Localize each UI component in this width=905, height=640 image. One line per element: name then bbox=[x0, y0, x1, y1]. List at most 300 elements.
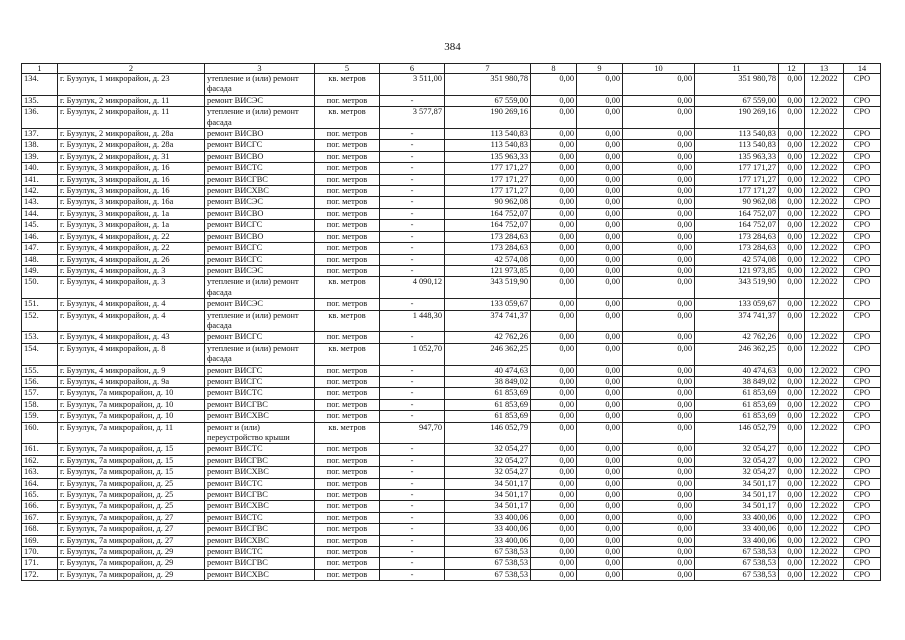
table-cell: г. Бузулук, 7а микрорайон, д. 27 bbox=[58, 524, 205, 535]
table-cell: пог. метров bbox=[315, 231, 380, 242]
table-cell: кв. метров bbox=[315, 107, 380, 129]
table-cell: пог. метров bbox=[315, 129, 380, 140]
table-cell: ремонт ВИСТС bbox=[205, 444, 315, 455]
table-cell: - bbox=[380, 444, 445, 455]
table-cell: 0,00 bbox=[779, 254, 805, 265]
table-cell: ремонт ВИСГВС bbox=[205, 455, 315, 466]
table-cell: пог. метров bbox=[315, 163, 380, 174]
table-cell: 12.2022 bbox=[805, 254, 844, 265]
table-cell: 137. bbox=[22, 129, 58, 140]
table-cell: СРО bbox=[844, 535, 881, 546]
table-cell: - bbox=[380, 376, 445, 387]
table-cell: 0,00 bbox=[577, 512, 623, 523]
table-cell: 0,00 bbox=[623, 299, 695, 310]
table-cell: 144. bbox=[22, 208, 58, 219]
table-cell: г. Бузулук, 3 микрорайон, д. 16 bbox=[58, 163, 205, 174]
table-cell: г. Бузулук, 7а микрорайон, д. 15 bbox=[58, 455, 205, 466]
column-header: 9 bbox=[577, 64, 623, 74]
table-cell: 0,00 bbox=[531, 277, 577, 299]
table-cell: 0,00 bbox=[623, 95, 695, 106]
column-header: 1 bbox=[22, 64, 58, 74]
table-cell: пог. метров bbox=[315, 174, 380, 185]
table-cell: 147. bbox=[22, 243, 58, 254]
table-cell: - bbox=[380, 535, 445, 546]
table-cell: 169. bbox=[22, 535, 58, 546]
table-cell: 166. bbox=[22, 501, 58, 512]
table-cell: 0,00 bbox=[577, 444, 623, 455]
table-cell: 0,00 bbox=[779, 558, 805, 569]
table-cell: - bbox=[380, 299, 445, 310]
table-cell: СРО bbox=[844, 467, 881, 478]
table-cell: ремонт ВИСГС bbox=[205, 332, 315, 343]
table-row bbox=[22, 399, 881, 410]
table-cell: 0,00 bbox=[577, 186, 623, 197]
table-cell: СРО bbox=[844, 277, 881, 299]
table-cell: 12.2022 bbox=[805, 299, 844, 310]
table-cell: 12.2022 bbox=[805, 411, 844, 422]
table-cell: 0,00 bbox=[531, 74, 577, 96]
table-cell: 0,00 bbox=[531, 265, 577, 276]
table-cell: ремонт ВИСГВС bbox=[205, 558, 315, 569]
table-cell: 177 171,27 bbox=[445, 163, 531, 174]
table-cell: пог. метров bbox=[315, 95, 380, 106]
table-cell: 0,00 bbox=[779, 220, 805, 231]
table-cell: 12.2022 bbox=[805, 107, 844, 129]
table-cell: 0,00 bbox=[531, 310, 577, 332]
table-cell: 61 853,69 bbox=[445, 399, 531, 410]
table-cell: 177 171,27 bbox=[445, 174, 531, 185]
column-header: 5 bbox=[315, 64, 380, 74]
table-cell: пог. метров bbox=[315, 243, 380, 254]
table-cell: 12.2022 bbox=[805, 467, 844, 478]
table-cell: 0,00 bbox=[577, 524, 623, 535]
table-row bbox=[22, 535, 881, 546]
table-cell: пог. метров bbox=[315, 490, 380, 501]
table-cell: 0,00 bbox=[779, 95, 805, 106]
table-cell: 141. bbox=[22, 174, 58, 185]
table-cell: 0,00 bbox=[577, 107, 623, 129]
table-cell: 135. bbox=[22, 95, 58, 106]
table-row bbox=[22, 129, 881, 140]
table-cell: 0,00 bbox=[531, 547, 577, 558]
table-cell: 0,00 bbox=[623, 343, 695, 365]
table-cell: 0,00 bbox=[623, 399, 695, 410]
table-cell: ремонт ВИСГВС bbox=[205, 399, 315, 410]
table-cell: 12.2022 bbox=[805, 388, 844, 399]
table-cell: 0,00 bbox=[531, 208, 577, 219]
table-cell: 0,00 bbox=[779, 524, 805, 535]
table-cell: г. Бузулук, 4 микрорайон, д. 8 bbox=[58, 343, 205, 365]
table-row bbox=[22, 197, 881, 208]
table-cell: 0,00 bbox=[623, 243, 695, 254]
table-cell: СРО bbox=[844, 547, 881, 558]
table-cell: 12.2022 bbox=[805, 365, 844, 376]
table-row bbox=[22, 569, 881, 580]
table-cell: 157. bbox=[22, 388, 58, 399]
table-cell: 172. bbox=[22, 569, 58, 580]
table-row bbox=[22, 186, 881, 197]
table-cell: СРО bbox=[844, 265, 881, 276]
table-cell: 173 284,63 bbox=[445, 243, 531, 254]
table-cell: 0,00 bbox=[779, 151, 805, 162]
table-cell: ремонт ВИСГС bbox=[205, 220, 315, 231]
table-cell: пог. метров bbox=[315, 455, 380, 466]
table-cell: СРО bbox=[844, 444, 881, 455]
table-row bbox=[22, 467, 881, 478]
table-cell: 0,00 bbox=[623, 490, 695, 501]
table-cell: 0,00 bbox=[623, 569, 695, 580]
table-cell: 67 538,53 bbox=[445, 558, 531, 569]
table-cell: кв. метров bbox=[315, 74, 380, 96]
table-cell: ремонт ВИСГС bbox=[205, 376, 315, 387]
table-cell: СРО bbox=[844, 208, 881, 219]
table-cell: СРО bbox=[844, 220, 881, 231]
table-cell: 12.2022 bbox=[805, 455, 844, 466]
table-cell: г. Бузулук, 7а микрорайон, д. 27 bbox=[58, 535, 205, 546]
table-cell: 133 059,67 bbox=[445, 299, 531, 310]
table-cell: 149. bbox=[22, 265, 58, 276]
table-cell: 12.2022 bbox=[805, 569, 844, 580]
table-cell: СРО bbox=[844, 140, 881, 151]
table-cell: пог. метров bbox=[315, 569, 380, 580]
table-cell: 152. bbox=[22, 310, 58, 332]
table-cell: 0,00 bbox=[531, 501, 577, 512]
table-cell: СРО bbox=[844, 388, 881, 399]
table-cell: 0,00 bbox=[531, 163, 577, 174]
table-cell: 0,00 bbox=[779, 174, 805, 185]
table-cell: 0,00 bbox=[577, 174, 623, 185]
table-cell: 0,00 bbox=[779, 163, 805, 174]
table-cell: - bbox=[380, 399, 445, 410]
table-cell: г. Бузулук, 7а микрорайон, д. 15 bbox=[58, 467, 205, 478]
table-cell: 164 752,07 bbox=[695, 220, 779, 231]
table-cell: 0,00 bbox=[779, 388, 805, 399]
table-row bbox=[22, 163, 881, 174]
table-cell: 0,00 bbox=[623, 197, 695, 208]
table-cell: - bbox=[380, 231, 445, 242]
table-row bbox=[22, 490, 881, 501]
table-cell: 0,00 bbox=[623, 535, 695, 546]
table-cell: 12.2022 bbox=[805, 376, 844, 387]
table-cell: СРО bbox=[844, 310, 881, 332]
table-cell: 0,00 bbox=[779, 310, 805, 332]
header-row bbox=[22, 64, 881, 74]
table-cell: 164. bbox=[22, 478, 58, 489]
table-cell: 168. bbox=[22, 524, 58, 535]
table-cell: 0,00 bbox=[623, 422, 695, 444]
table-cell: 0,00 bbox=[577, 558, 623, 569]
table-cell: 0,00 bbox=[577, 399, 623, 410]
table-cell: СРО bbox=[844, 332, 881, 343]
table-cell: 3 511,00 bbox=[380, 74, 445, 96]
table-cell: 177 171,27 bbox=[695, 186, 779, 197]
table-cell: 12.2022 bbox=[805, 558, 844, 569]
table-cell: г. Бузулук, 2 микрорайон, д. 11 bbox=[58, 107, 205, 129]
table-cell: 0,00 bbox=[779, 107, 805, 129]
table-row bbox=[22, 558, 881, 569]
table-cell: 12.2022 bbox=[805, 422, 844, 444]
table-cell: 42 762,26 bbox=[445, 332, 531, 343]
table-cell: ремонт ВИСВО bbox=[205, 129, 315, 140]
table-cell: 0,00 bbox=[577, 140, 623, 151]
table-cell: 12.2022 bbox=[805, 501, 844, 512]
table-cell: 0,00 bbox=[779, 231, 805, 242]
table-cell: ремонт ВИСЭС bbox=[205, 299, 315, 310]
table-cell: пог. метров bbox=[315, 512, 380, 523]
table-cell: 34 501,17 bbox=[445, 501, 531, 512]
table-cell: ремонт ВИСГВС bbox=[205, 490, 315, 501]
table-cell: - bbox=[380, 265, 445, 276]
table-cell: 33 400,06 bbox=[445, 535, 531, 546]
table-cell: г. Бузулук, 2 микрорайон, д. 28а bbox=[58, 129, 205, 140]
table-cell: 12.2022 bbox=[805, 95, 844, 106]
table-row bbox=[22, 376, 881, 387]
table-cell: 374 741,37 bbox=[445, 310, 531, 332]
table-cell: 0,00 bbox=[779, 569, 805, 580]
table-cell: г. Бузулук, 7а микрорайон, д. 29 bbox=[58, 569, 205, 580]
table-cell: - bbox=[380, 455, 445, 466]
table-cell: 38 849,02 bbox=[695, 376, 779, 387]
table-row bbox=[22, 265, 881, 276]
table-cell: 158. bbox=[22, 399, 58, 410]
table-cell: г. Бузулук, 4 микрорайон, д. 9 bbox=[58, 365, 205, 376]
table-cell: 1 052,70 bbox=[380, 343, 445, 365]
column-header: 12 bbox=[779, 64, 805, 74]
table-cell: пог. метров bbox=[315, 376, 380, 387]
table-cell: 0,00 bbox=[623, 501, 695, 512]
table-cell: 0,00 bbox=[531, 95, 577, 106]
table-cell: 0,00 bbox=[779, 129, 805, 140]
table-cell: кв. метров bbox=[315, 310, 380, 332]
table-cell: 164 752,07 bbox=[695, 208, 779, 219]
table-cell: 32 054,27 bbox=[445, 467, 531, 478]
table-cell: СРО bbox=[844, 376, 881, 387]
table-cell: 0,00 bbox=[779, 265, 805, 276]
table-cell: 0,00 bbox=[779, 243, 805, 254]
table-cell: 0,00 bbox=[531, 524, 577, 535]
table-cell: 0,00 bbox=[577, 74, 623, 96]
table-row bbox=[22, 444, 881, 455]
table-cell: - bbox=[380, 197, 445, 208]
table-cell: г. Бузулук, 4 микрорайон, д. 26 bbox=[58, 254, 205, 265]
table-cell: г. Бузулук, 7а микрорайон, д. 25 bbox=[58, 490, 205, 501]
table-cell: 67 538,53 bbox=[695, 569, 779, 580]
table-cell: ремонт ВИСЭС bbox=[205, 95, 315, 106]
table-cell: СРО bbox=[844, 422, 881, 444]
table-cell: 0,00 bbox=[623, 74, 695, 96]
table-cell: 12.2022 bbox=[805, 547, 844, 558]
table-cell: 0,00 bbox=[779, 332, 805, 343]
table-cell: - bbox=[380, 558, 445, 569]
table-cell: г. Бузулук, 2 микрорайон, д. 31 bbox=[58, 151, 205, 162]
table-cell: 12.2022 bbox=[805, 208, 844, 219]
table-cell: 42 762,26 bbox=[695, 332, 779, 343]
table-cell: 0,00 bbox=[531, 231, 577, 242]
table-cell: 67 559,00 bbox=[695, 95, 779, 106]
table-row bbox=[22, 220, 881, 231]
table-cell: - bbox=[380, 512, 445, 523]
table-cell: 12.2022 bbox=[805, 231, 844, 242]
table-cell: 12.2022 bbox=[805, 243, 844, 254]
column-header: 10 bbox=[623, 64, 695, 74]
table-cell: ремонт ВИСЭС bbox=[205, 197, 315, 208]
table-cell: СРО bbox=[844, 186, 881, 197]
table-cell: - bbox=[380, 490, 445, 501]
table-cell: г. Бузулук, 7а микрорайон, д. 15 bbox=[58, 444, 205, 455]
table-cell: 142. bbox=[22, 186, 58, 197]
table-cell: 146 052,79 bbox=[445, 422, 531, 444]
table-cell: СРО bbox=[844, 478, 881, 489]
table-cell: 0,00 bbox=[531, 444, 577, 455]
table-cell: 0,00 bbox=[531, 467, 577, 478]
table-cell: г. Бузулук, 3 микрорайон, д. 1а bbox=[58, 220, 205, 231]
table-cell: 38 849,02 bbox=[445, 376, 531, 387]
table-cell: 0,00 bbox=[623, 444, 695, 455]
table-cell: 0,00 bbox=[623, 512, 695, 523]
table-cell: 143. bbox=[22, 197, 58, 208]
table-cell: 12.2022 bbox=[805, 186, 844, 197]
table-cell: 34 501,17 bbox=[445, 490, 531, 501]
table-cell: 154. bbox=[22, 343, 58, 365]
column-header: 7 bbox=[445, 64, 531, 74]
table-cell: 343 519,90 bbox=[445, 277, 531, 299]
table-cell: 0,00 bbox=[779, 399, 805, 410]
table-cell: ремонт ВИСГВС bbox=[205, 524, 315, 535]
table-cell: пог. метров bbox=[315, 365, 380, 376]
table-cell: - bbox=[380, 220, 445, 231]
table-cell: г. Бузулук, 2 микрорайон, д. 28а bbox=[58, 140, 205, 151]
table-cell: 33 400,06 bbox=[695, 535, 779, 546]
table-cell: пог. метров bbox=[315, 524, 380, 535]
table-cell: 0,00 bbox=[779, 365, 805, 376]
table-cell: 12.2022 bbox=[805, 277, 844, 299]
table-cell: - bbox=[380, 524, 445, 535]
table-cell: СРО bbox=[844, 411, 881, 422]
table-cell: утепление и (или) ремонт фасада bbox=[205, 343, 315, 365]
table-cell: 170. bbox=[22, 547, 58, 558]
table-cell: 40 474,63 bbox=[695, 365, 779, 376]
table-cell: г. Бузулук, 4 микрорайон, д. 4 bbox=[58, 299, 205, 310]
table-cell: - bbox=[380, 140, 445, 151]
table-cell: 162. bbox=[22, 455, 58, 466]
table-cell: - bbox=[380, 501, 445, 512]
table-cell: 0,00 bbox=[779, 422, 805, 444]
table-cell: ремонт ВИСТС bbox=[205, 547, 315, 558]
table-cell: 0,00 bbox=[531, 422, 577, 444]
table-cell: СРО bbox=[844, 151, 881, 162]
table-body bbox=[22, 74, 881, 581]
table-cell: 0,00 bbox=[531, 174, 577, 185]
table-cell: 155. bbox=[22, 365, 58, 376]
table-cell: 113 540,83 bbox=[695, 129, 779, 140]
table-cell: 0,00 bbox=[779, 277, 805, 299]
table-cell: г. Бузулук, 4 микрорайон, д. 3 bbox=[58, 277, 205, 299]
table-row bbox=[22, 107, 881, 129]
table-cell: 177 171,27 bbox=[445, 186, 531, 197]
table-cell: 0,00 bbox=[531, 186, 577, 197]
table-cell: 113 540,83 bbox=[445, 140, 531, 151]
table-cell: 0,00 bbox=[577, 547, 623, 558]
table-cell: 351 980,78 bbox=[445, 74, 531, 96]
table-cell: 0,00 bbox=[531, 220, 577, 231]
table-row bbox=[22, 388, 881, 399]
table-cell: 173 284,63 bbox=[445, 231, 531, 242]
table-cell: пог. метров bbox=[315, 299, 380, 310]
table-cell: 34 501,17 bbox=[695, 501, 779, 512]
table-cell: 156. bbox=[22, 376, 58, 387]
table-cell: 0,00 bbox=[623, 455, 695, 466]
table-row bbox=[22, 455, 881, 466]
table-cell: г. Бузулук, 7а микрорайон, д. 10 bbox=[58, 388, 205, 399]
table-cell: 134. bbox=[22, 74, 58, 96]
table-cell: 12.2022 bbox=[805, 140, 844, 151]
table-cell: 0,00 bbox=[623, 151, 695, 162]
table-cell: пог. метров bbox=[315, 151, 380, 162]
table-cell: - bbox=[380, 151, 445, 162]
table-cell: ремонт ВИСТС bbox=[205, 163, 315, 174]
table-cell: пог. метров bbox=[315, 444, 380, 455]
table-cell: пог. метров bbox=[315, 220, 380, 231]
table-cell: 0,00 bbox=[623, 129, 695, 140]
table-cell: 0,00 bbox=[577, 208, 623, 219]
table-cell: 0,00 bbox=[779, 376, 805, 387]
table-cell: 0,00 bbox=[779, 186, 805, 197]
table-cell: 171. bbox=[22, 558, 58, 569]
table-cell: ремонт ВИСВО bbox=[205, 151, 315, 162]
table-cell: СРО bbox=[844, 254, 881, 265]
table-cell: 121 973,85 bbox=[695, 265, 779, 276]
table-cell: 164 752,07 bbox=[445, 220, 531, 231]
table-cell: 34 501,17 bbox=[445, 478, 531, 489]
table-cell: 0,00 bbox=[779, 535, 805, 546]
table-cell: 0,00 bbox=[779, 208, 805, 219]
table-cell: 0,00 bbox=[623, 558, 695, 569]
table-cell: ремонт ВИСВО bbox=[205, 208, 315, 219]
table-cell: кв. метров bbox=[315, 343, 380, 365]
table-cell: г. Бузулук, 7а микрорайон, д. 11 bbox=[58, 422, 205, 444]
table-cell: 0,00 bbox=[779, 547, 805, 558]
table-cell: СРО bbox=[844, 95, 881, 106]
table-cell: СРО bbox=[844, 365, 881, 376]
table-cell: 33 400,06 bbox=[445, 512, 531, 523]
table-cell: пог. метров bbox=[315, 478, 380, 489]
table-cell: 0,00 bbox=[531, 455, 577, 466]
table-cell: СРО bbox=[844, 74, 881, 96]
table-cell: 150. bbox=[22, 277, 58, 299]
table-cell: 0,00 bbox=[577, 490, 623, 501]
table-cell: 0,00 bbox=[577, 343, 623, 365]
table-cell: СРО bbox=[844, 558, 881, 569]
table-cell: г. Бузулук, 3 микрорайон, д. 16а bbox=[58, 197, 205, 208]
table-cell: 0,00 bbox=[623, 411, 695, 422]
table-row bbox=[22, 174, 881, 185]
table-cell: 0,00 bbox=[577, 501, 623, 512]
table-cell: 146. bbox=[22, 231, 58, 242]
table-cell: 90 962,08 bbox=[445, 197, 531, 208]
table-cell: 0,00 bbox=[577, 163, 623, 174]
table-cell: г. Бузулук, 4 микрорайон, д. 3 bbox=[58, 265, 205, 276]
table-cell: ремонт ВИСЭС bbox=[205, 265, 315, 276]
column-header: 8 bbox=[531, 64, 577, 74]
table-cell: - bbox=[380, 174, 445, 185]
table-cell: пог. метров bbox=[315, 467, 380, 478]
table-cell: 163. bbox=[22, 467, 58, 478]
column-header: 3 bbox=[205, 64, 315, 74]
table-cell: 0,00 bbox=[623, 174, 695, 185]
table-cell: 0,00 bbox=[623, 254, 695, 265]
table-cell: г. Бузулук, 7а микрорайон, д. 25 bbox=[58, 478, 205, 489]
table-row bbox=[22, 547, 881, 558]
